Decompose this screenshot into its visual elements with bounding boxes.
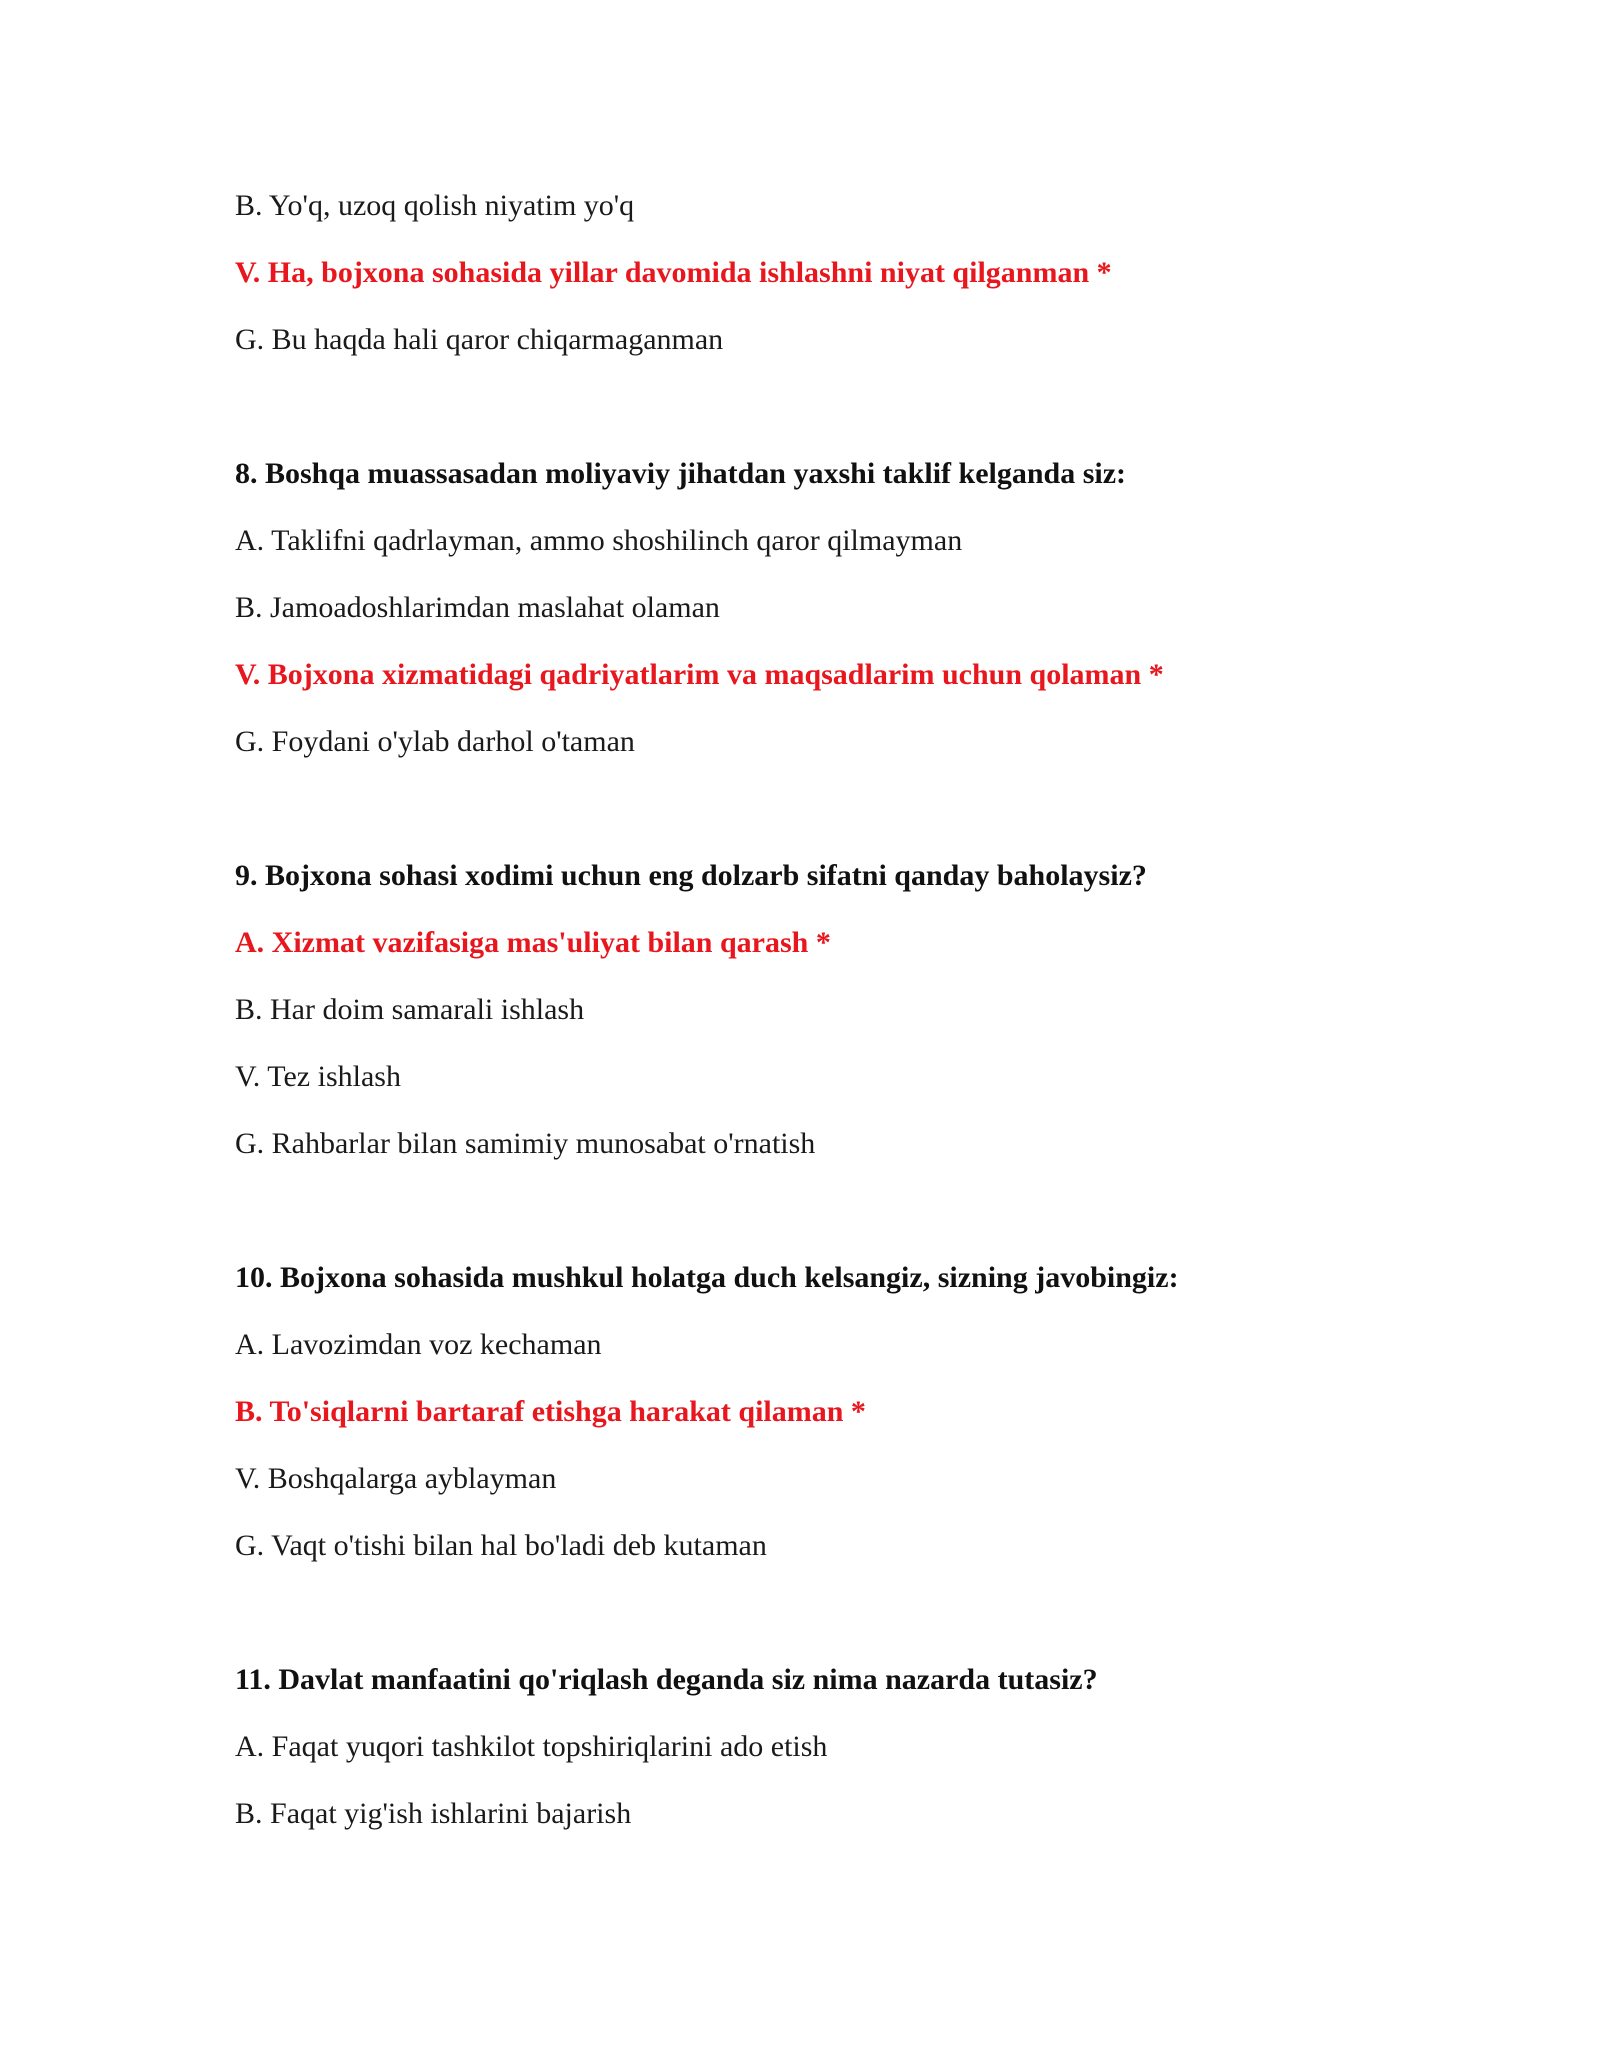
q8-question: 8. Boshqa muassasadan moliyaviy jihatdan yaxshi taklif kelganda siz:	[235, 457, 1127, 490]
q10-option-v: V. Boshqalarga ayblayman	[235, 1462, 557, 1495]
q8-option-v-correct: V. Bojxona xizmatidagi qadriyatlarim va maqsadlarim uchun qolaman *	[235, 658, 1164, 691]
q8-option-b: B. Jamoadoshlarimdan maslahat olaman	[235, 591, 720, 624]
q9-option-g: G. Rahbarlar bilan samimiy munosabat o'rnatish	[235, 1127, 816, 1160]
q9-option-a-correct: A. Xizmat vazifasiga mas'uliyat bilan qarash *	[235, 926, 831, 959]
q7-option-b: B. Yo'q, uzoq qolish niyatim yo'q	[235, 189, 635, 222]
q10-option-g: G. Vaqt o'tishi bilan hal bo'ladi deb kutaman	[235, 1529, 767, 1562]
q9-option-v: V. Tez ishlash	[235, 1060, 401, 1093]
q8-option-a: A. Taklifni qadrlayman, ammo shoshilinch qaror qilmayman	[235, 524, 963, 557]
q9-option-b: B. Har doim samarali ishlash	[235, 993, 585, 1026]
q7-option-g: G. Bu haqda hali qaror chiqarmaganman	[235, 323, 724, 356]
q10-option-b-correct: B. To'siqlarni bartaraf etishga harakat qilaman *	[235, 1395, 866, 1428]
q11-option-b: B. Faqat yig'ish ishlarini bajarish	[235, 1797, 632, 1830]
q9-question: 9. Bojxona sohasi xodimi uchun eng dolzarb sifatni qanday baholaysiz?	[235, 859, 1147, 892]
q8-option-g: G. Foydani o'ylab darhol o'taman	[235, 725, 635, 758]
q10-question: 10. Bojxona sohasida mushkul holatga duch kelsangiz, sizning javobingiz:	[235, 1261, 1179, 1294]
q10-option-a: A. Lavozimdan voz kechaman	[235, 1328, 602, 1361]
q7-option-v-correct: V. Ha, bojxona sohasida yillar davomida ishlashni niyat qilganman *	[235, 256, 1112, 289]
q11-option-a: A. Faqat yuqori tashkilot topshiriqlarini ado etish	[235, 1730, 828, 1763]
q11-question: 11. Davlat manfaatini qo'riqlash deganda siz nima nazarda tutasiz?	[235, 1663, 1098, 1696]
